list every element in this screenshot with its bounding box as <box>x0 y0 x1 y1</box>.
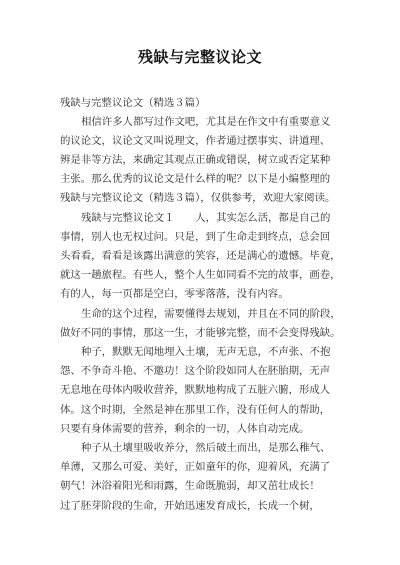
document-line: 事情，别人也无权过问。只是，到了生命走到终点，总会回 <box>60 231 331 243</box>
document-line: 体。这个时期，全然是神在那里工作，没有任何人的帮助， <box>60 404 331 416</box>
document-line: 种子从土壤里吸收养分，然后破土而出，是那么稚气、 <box>81 442 331 454</box>
document-line: 辨是非等方法，来确定其观点正确或错误，树立或否定某种 <box>60 154 331 166</box>
document-line: 怨、不争奇斗艳、不邀功！这个阶段如同人在胚胎期，无声 <box>60 365 331 377</box>
document-line: 残缺与完整议论文１ 人，其实怎么活，都是自己的 <box>81 212 331 224</box>
document-line: 朝气！沐浴着阳光和雨露，生命既脆弱，却又茁壮成长！ <box>60 480 320 492</box>
document-line: 过了胚芽阶段的生命，开始迅速发育成长，长成一个树， <box>60 500 320 512</box>
document-line: 就这一趟旅程。有些人，整个人生如同看不完的故事，画卷， <box>60 269 341 281</box>
document-line: 头看看，看看是该露出满意的笑容，还是满心的遗憾。毕竟， <box>60 250 341 262</box>
document-line: 残缺与完整议论文（精选３篇） <box>60 97 206 109</box>
document-line: 主张。那么优秀的议论文是什么样的呢？以下是小编整理的 <box>60 173 331 185</box>
document-line: 种子，默默无闻地埋入土壤，无声无息，不声张、不抱 <box>81 346 331 358</box>
document-title: 残缺与完整议论文 <box>137 48 262 66</box>
document-line: 的议论文，议论文又叫说理文，作者通过摆事实、讲道理、 <box>60 135 331 147</box>
document-line: 只要有身体需要的营养，剩余的一切，人体自动完成。 <box>60 423 310 435</box>
document-line: 残缺与完整议论文（精选３篇），仅供参考，欢迎大家阅读。 <box>60 192 336 204</box>
document-line: 有的人，每一页都是空白，零零落落，没有内容。 <box>60 288 289 300</box>
document-line: 无息地在母体内吸收营养，默默地构成了五脏六腑，形成人 <box>60 384 331 396</box>
document-line: 相信许多人都写过作文吧，尤其是在作文中有重要意义 <box>81 116 331 128</box>
document-line: 单薄，又那么可爱、美好，正如童年的你，迎着风，充满了 <box>60 461 331 473</box>
document-line: 做好不同的事情，那这一生，才能够完整，而不会变得残缺。 <box>60 327 341 339</box>
document-line: 生命的这个过程，需要懂得去规划，并且在不同的阶段， <box>81 308 341 320</box>
